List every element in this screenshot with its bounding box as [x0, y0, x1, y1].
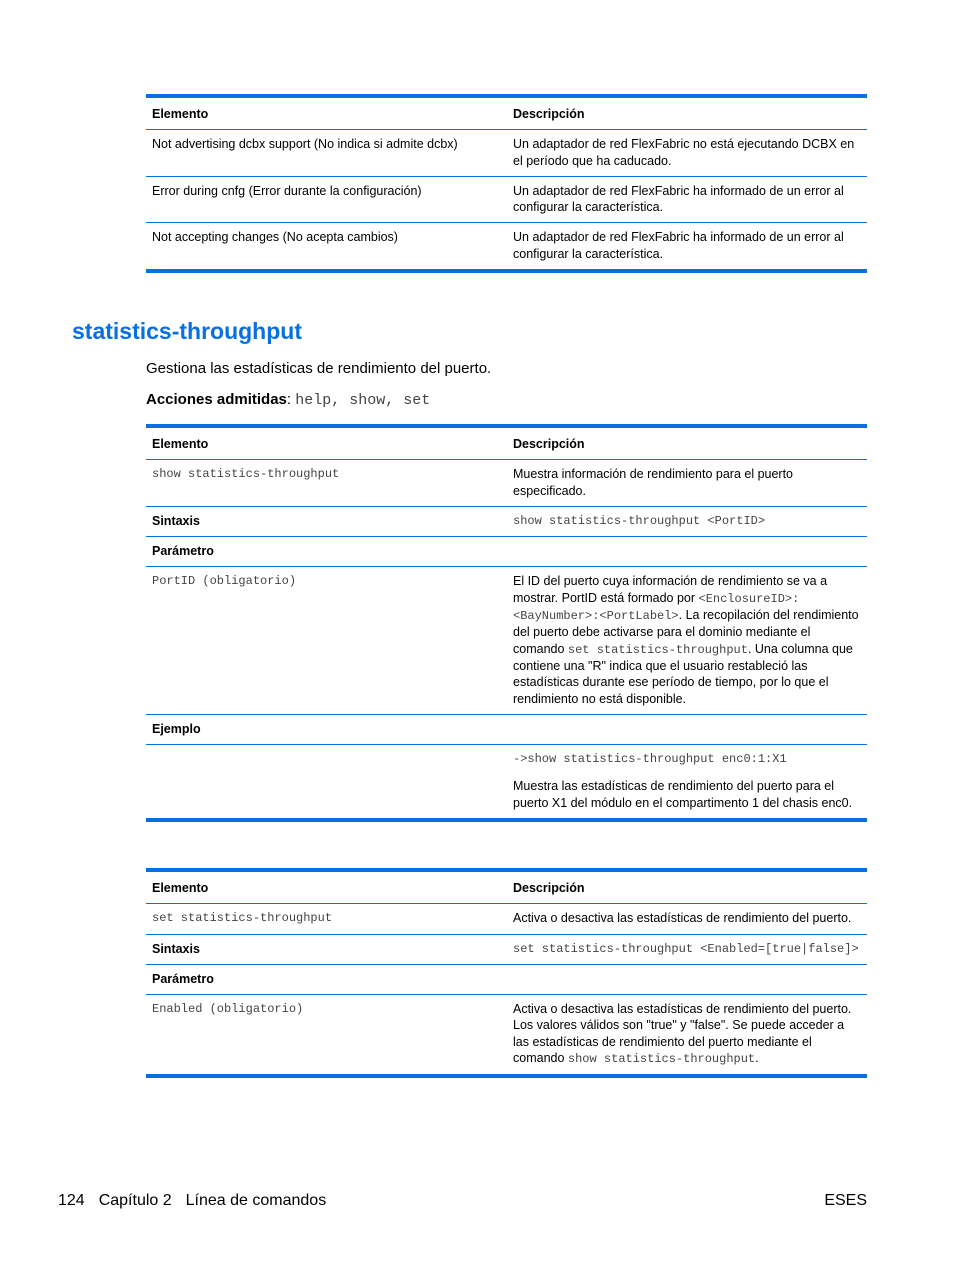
table-row	[146, 745, 867, 820]
table-row	[146, 567, 867, 714]
language-code: ESES	[824, 1192, 867, 1209]
actions-label: Acciones admitidas	[146, 391, 287, 408]
page-footer	[58, 1192, 340, 1210]
show-command-table	[146, 424, 867, 822]
parameter-name: PortID (obligatorio)	[146, 567, 507, 714]
command-cell: show statistics-throughput	[146, 460, 507, 507]
empty-cell	[507, 537, 867, 567]
description-cell: Un adaptador de red FlexFabric ha informado de un error al configurar la característica.	[507, 223, 867, 271]
supported-actions	[146, 391, 430, 409]
actions-value: help, show, set	[295, 392, 431, 409]
param-desc-text: . Una columna que contiene una "R" indica que el usuario restableció las estadísticas durante ese período de tiempo, por lo que el rendimiento no está disponible.	[513, 641, 853, 706]
table-row	[146, 934, 867, 964]
table-row	[146, 130, 867, 177]
chapter-label: Capítulo 2	[98, 1192, 172, 1209]
column-header-element: Elemento	[146, 870, 507, 904]
column-header-element: Elemento	[146, 426, 507, 460]
chapter-title: Línea de comandos	[185, 1192, 327, 1209]
table-row	[146, 460, 867, 507]
param-desc-text: Activa o desactiva las estadísticas de rendimiento del puerto. Los valores válidos son "true" y "false". Se puede acceder a las estadísticas de rendimiento del puerto mediante el comando	[513, 1002, 852, 1066]
table-row	[146, 223, 867, 271]
parameter-name: Enabled (obligatorio)	[146, 995, 507, 1077]
section-title: statistics-throughput	[72, 318, 302, 344]
column-header-description: Descripción	[507, 426, 867, 460]
parameter-description	[507, 995, 867, 1077]
table-row	[146, 176, 867, 223]
param-desc-code: <EnclosureID>:<BayNumber>:<PortLabel>	[513, 591, 800, 624]
status-table	[146, 94, 867, 273]
table-row	[146, 904, 867, 934]
empty-cell	[507, 964, 867, 994]
table-header-row	[146, 870, 867, 904]
parameter-label: Parámetro	[146, 964, 507, 994]
element-cell: Not accepting changes (No acepta cambios)	[146, 223, 507, 271]
table-header-row	[146, 96, 867, 130]
example-description: Muestra las estadísticas de rendimiento del puerto para el puerto X1 del módulo en el compartimento 1 del chasis enc0.	[513, 779, 853, 810]
syntax-label: Sintaxis	[146, 506, 507, 536]
command-cell: set statistics-throughput	[146, 904, 507, 934]
syntax-label: Sintaxis	[146, 934, 507, 964]
table-row	[146, 714, 867, 744]
description-cell: Un adaptador de red FlexFabric no está ejecutando DCBX en el período que ha caducado.	[507, 130, 867, 177]
table-row	[146, 995, 867, 1077]
description-cell: Un adaptador de red FlexFabric ha informado de un error al configurar la característica.	[507, 176, 867, 223]
example-command: ->show statistics-throughput enc0:1:X1	[513, 752, 787, 767]
table-header-row	[146, 426, 867, 460]
command-description: Muestra información de rendimiento para el puerto especificado.	[507, 460, 867, 507]
page-number: 124	[58, 1192, 85, 1209]
actions-separator: :	[286, 391, 296, 408]
element-cell: Error during cnfg (Error durante la configuración)	[146, 176, 507, 223]
param-desc-text: . La recopilación del rendimiento del puerto debe activarse para el dominio mediante el comando	[513, 608, 859, 656]
column-header-element: Elemento	[146, 96, 507, 130]
param-desc-code: show statistics-throughput	[567, 1052, 756, 1067]
param-desc-text: El ID del puerto cuya información de rendimiento se va a mostrar. PortID está formado por	[513, 574, 828, 605]
empty-cell	[146, 745, 507, 820]
column-header-description: Descripción	[507, 96, 867, 130]
column-header-description: Descripción	[507, 870, 867, 904]
parameter-label: Parámetro	[146, 537, 507, 567]
example-label: Ejemplo	[146, 714, 507, 744]
section-intro: Gestiona las estadísticas de rendimiento del puerto.	[146, 360, 492, 377]
parameter-description	[507, 567, 867, 714]
set-command-table	[146, 868, 867, 1078]
table-row	[146, 537, 867, 567]
empty-cell	[507, 714, 867, 744]
syntax-value: show statistics-throughput <PortID>	[507, 506, 867, 536]
syntax-value: set statistics-throughput <Enabled=[true|false]>	[507, 934, 867, 964]
element-cell: Not advertising dcbx support (No indica si admite dcbx)	[146, 130, 507, 177]
example-cell	[507, 745, 867, 820]
command-description: Activa o desactiva las estadísticas de rendimiento del puerto.	[507, 904, 867, 934]
param-desc-text: .	[755, 1051, 759, 1066]
table-row	[146, 506, 867, 536]
param-desc-code: set statistics-throughput	[567, 642, 748, 657]
table-row	[146, 964, 867, 994]
